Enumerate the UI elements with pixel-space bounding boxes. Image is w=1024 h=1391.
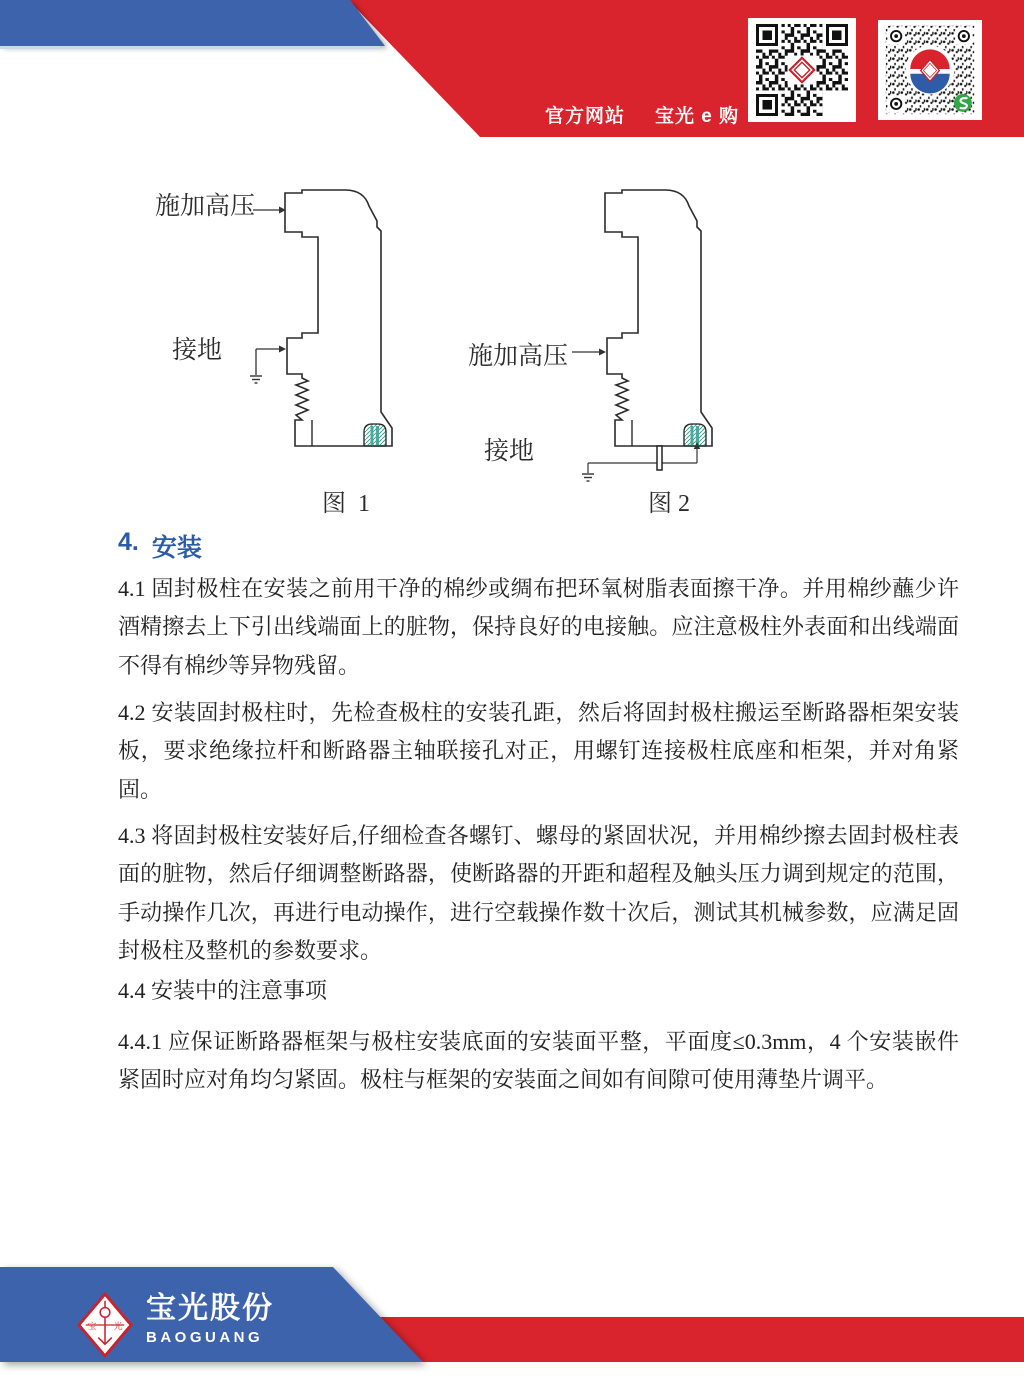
ground-symbol-icon: [582, 474, 594, 481]
section-title: 安装: [151, 534, 202, 562]
baoguang-logo-icon: [76, 1292, 134, 1358]
paragraph-4-3: 4.3 将固封极柱安装好后,仔细检查各螺钉、螺母的紧固状况，并用棉纱擦去固封极柱表面的脏物，然后仔细调整断路器，使断路器的开距和超程及触头压力调到规定的范围，手动操作几次，再进行电动操作，进行空载操作数十次后，测试其机械参数，应满足固封极柱及整机的参数要求。: [118, 823, 959, 964]
paragraph-4-2: 4.2 安装固封极柱时，先检查极柱的安装孔距，然后将固封极柱搬运至断路器柜架安装板，要求绝缘拉杆和断路器主轴联接孔对正，用螺钉连接极柱底座和柜架，并对角紧固。: [118, 700, 959, 802]
footer-company-name-en: BAOGUANG: [146, 1329, 264, 1346]
logo-char-right: 光: [113, 1320, 123, 1331]
nav-official-site-link[interactable]: 官方网站: [545, 106, 626, 127]
header-blue-underline: [0, 46, 380, 49]
base-pin: [657, 446, 662, 470]
ground-symbol-icon: [250, 376, 262, 383]
qr-code-wechat-icon: [878, 20, 982, 120]
paragraph-4-4: 4.4 安装中的注意事项: [118, 978, 328, 1003]
fig1-high-voltage-label: 施加高压: [155, 193, 256, 220]
section-number: 4.: [118, 528, 139, 556]
mounting-insert-hatch-icon: [364, 424, 386, 446]
qr-code-official-icon: [748, 18, 856, 122]
fig1-ground-label: 接地: [172, 337, 223, 364]
figure1-pole-drawing: [250, 183, 400, 483]
arrow-right-icon: [599, 349, 606, 356]
logo-char-left: 宝: [87, 1320, 97, 1331]
qr1-pattern-icon: [756, 24, 848, 116]
qr2-pattern-icon: [883, 23, 977, 117]
mounting-insert-hatch-icon: [684, 424, 706, 446]
fig2-high-voltage-label: 施加高压: [468, 343, 569, 370]
figure2-pole-drawing: [570, 183, 720, 498]
header-nav: [545, 101, 739, 128]
paragraph-4-1: 4.1 固封极柱在安装之前用干净的棉纱或绸布把环氧树脂表面擦干净。并用棉纱蘸少许酒精擦去上下引出线端面上的脏物，保持良好的电接触。应注意极柱外表面和出线端面不得有棉纱等异物残留。: [118, 576, 959, 678]
paragraph-4-4-1: 4.4.1 应保证断路器框架与极柱安装底面的安装面平整，平面度≤0.3mm，4 个安装嵌件紧固时应对角均匀紧固。极柱与框架的安装面之间如有间隙可使用薄垫片调平。: [118, 1029, 959, 1093]
header-blue-band: [0, 0, 1024, 46]
section-heading: [118, 528, 202, 564]
header-blue-band-wrap: [0, 0, 1024, 60]
footer-brand-text: [146, 1292, 274, 1346]
footer-company-name-cn: 宝光股份: [146, 1292, 274, 1325]
nav-baoguang-shop-link[interactable]: 宝光 e 购: [655, 106, 740, 127]
fig2-ground-label: 接地: [484, 438, 535, 465]
fig2-caption: 图 2: [648, 491, 690, 517]
arrow-right-icon: [279, 346, 286, 353]
fig1-caption: 图 1: [322, 491, 370, 517]
